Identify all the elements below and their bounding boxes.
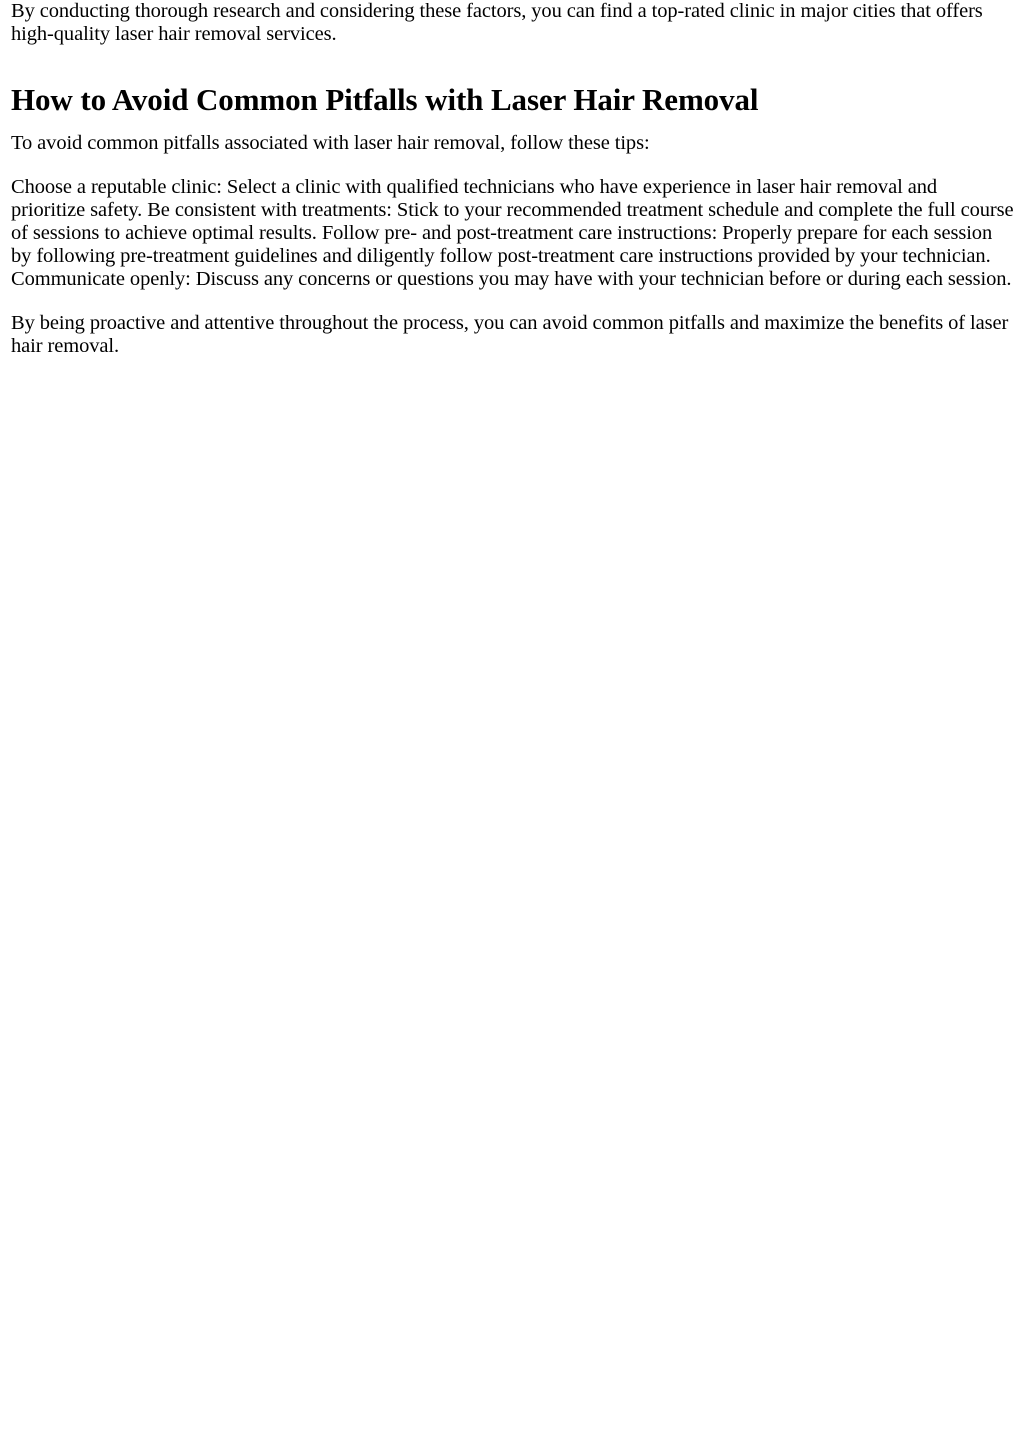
spacer (11, 118, 1014, 132)
intro-paragraph: By conducting thorough research and considering these factors, you can find a top-rated clinic in major cities that offers high-quality laser hair removal services. (11, 0, 983, 45)
tips-paragraph: Choose a reputable clinic: Select a clinic with qualified technicians who have experience in laser hair removal and prioritize safety. Be consistent with treatments: Stick to your recommended treatment schedule and complete the full course of sessions to achieve optimal results. Follow pre- and post-treatment care instructions: Properly prepare for each session by following pre-treatment guidelines and diligently follow post-treatment care instructions provided by your technician. Communicate openly: Discuss any concerns or questions you may have with your technician before or during each session. (11, 176, 1014, 290)
spacer (11, 155, 1014, 176)
closing-paragraph: By being proactive and attentive throughout the process, you can avoid common pitfalls and maximize the benefits of laser hair removal. (11, 312, 1009, 357)
section-intro-paragraph: To avoid common pitfalls associated with laser hair removal, follow these tips: (11, 132, 650, 154)
spacer (11, 46, 1014, 82)
section-heading: How to Avoid Common Pitfalls with Laser Hair Removal (11, 82, 759, 117)
article-body (11, 0, 1014, 358)
spacer (11, 291, 1014, 312)
